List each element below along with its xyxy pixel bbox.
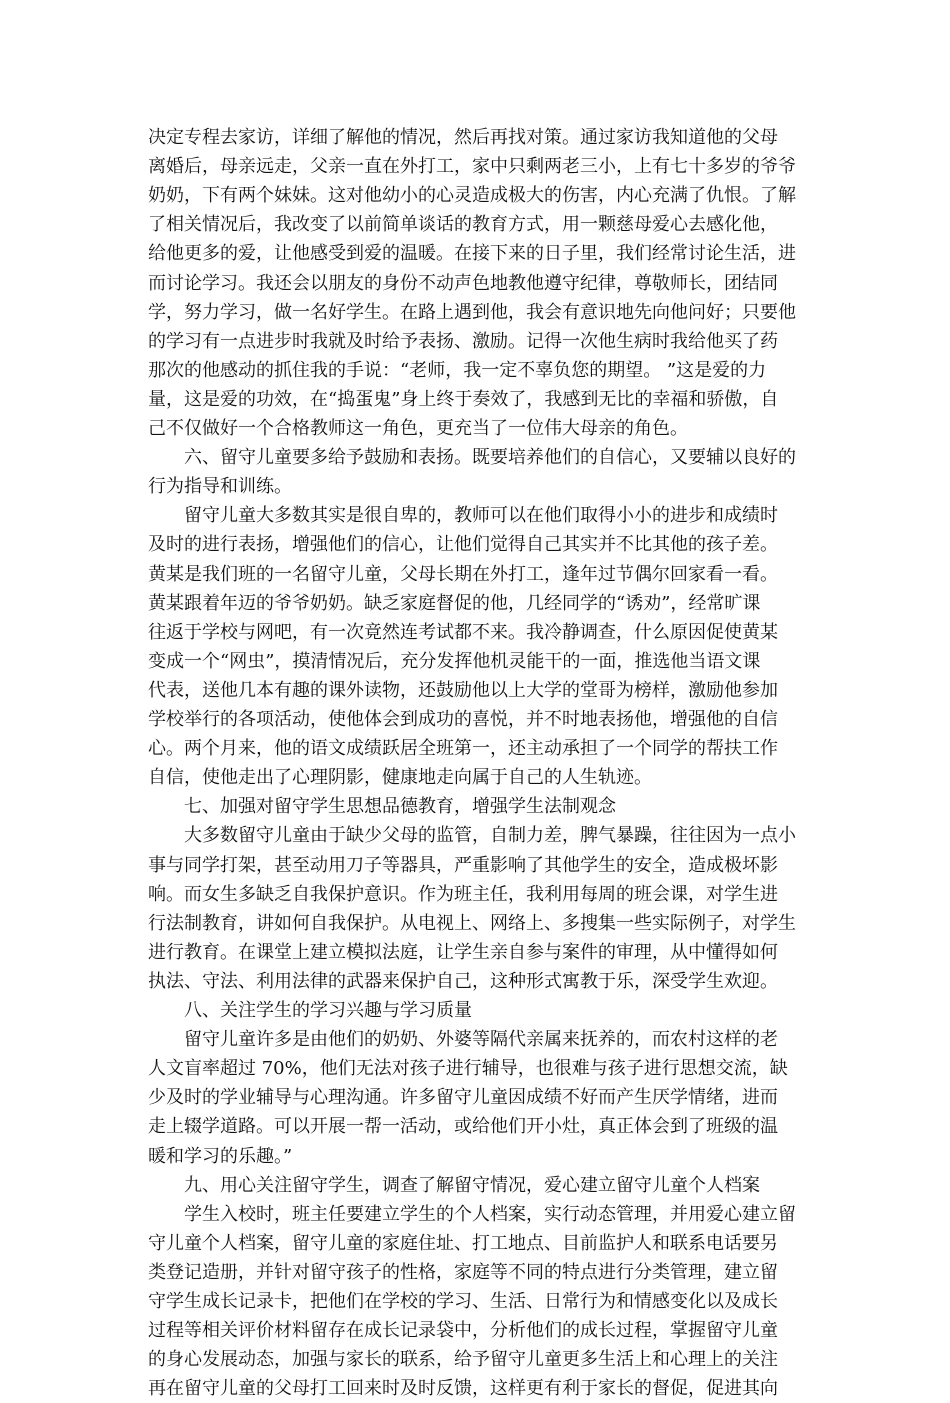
text-line: 再在留守儿童的父母打工回来时及时反馈，这样更有利于家长的督促，促进其向: [148, 1378, 778, 1400]
text-line: 九、用心关注留守学生，调查了解留守情况，爱心建立留守儿童个人档案: [148, 1174, 760, 1196]
text-line: 的学习有一点进步时我就及时给予表扬、激励。记得一次他生病时我给他买了药: [148, 330, 778, 352]
text-line: 黄某是我们班的一名留守儿童，父母长期在外打工，逢年过节偶尔回家看一看。: [148, 563, 778, 585]
text-line: 代表，送他几本有趣的课外读物，还鼓励他以上大学的堂哥为榜样，激励他参加: [148, 679, 778, 701]
text-line: 留守儿童大多数其实是很自卑的，教师可以在他们取得小小的进步和成绩时: [148, 505, 778, 527]
text-line: 响。而女生多缺乏自我保护意识。作为班主任，我利用每周的班会课，对学生进: [148, 883, 778, 905]
text-line: 八、关注学生的学习兴趣与学习质量: [148, 1000, 472, 1021]
text-line: 而讨论学习。我还会以朋友的身份不动声色地教他遵守纪律，尊敬师长，团结同: [148, 272, 778, 294]
text-line: 暖和学习的乐趣。”: [148, 1145, 293, 1167]
text-line: 事与同学打架，甚至动用刀子等器具，严重影响了其他学生的安全，造成极坏影: [148, 854, 778, 876]
text-line: 过程等相关评价材料留存在成长记录袋中，分析他们的成长过程，掌握留守儿童: [148, 1320, 778, 1342]
text-line: 奶奶，下有两个妹妹。这对他幼小的心灵造成极大的伤害，内心充满了仇恨。了解: [148, 185, 796, 207]
text-line: 守学生成长记录卡，把他们在学校的学习、生活、日常行为和情感变化以及成长: [148, 1291, 778, 1312]
text-line: 行法制教育，讲如何自我保护。从电视上、网络上、多搜集一些实际例子，对学生: [148, 912, 796, 934]
text-line: 及时的进行表扬，增强他们的信心，让他们觉得自己其实并不比其他的孩子差。: [148, 534, 778, 556]
text-line: 己不仅做好一个合格教师这一角色，更充当了一位伟大母亲的角色。: [148, 418, 688, 439]
text-line: 离婚后，母亲远走，父亲一直在外打工，家中只剩两老三小，上有七十多岁的爷爷: [148, 156, 796, 178]
text-line: 黄某跟着年迈的爷爷奶奶。缺乏家庭督促的他，几经同学的“诱劝”，经常旷课: [148, 592, 761, 614]
text-line: 变成一个“网虫”，摸清情况后，充分发挥他机灵能干的一面，推选他当语文课: [148, 650, 761, 672]
text-line: 进行教育。在课堂上建立模拟法庭，让学生亲自参与案件的审理，从中懂得如何: [148, 941, 778, 963]
text-line: 心。两个月来，他的语文成绩跃居全班第一，还主动承担了一个同学的帮扶工作: [148, 738, 778, 760]
text-line: 留守儿童许多是由他们的奶奶、外婆等隔代亲属来抚养的，而农村这样的老: [148, 1029, 778, 1051]
text-line: 类登记造册，并针对留守孩子的性格，家庭等不同的特点进行分类管理，建立留: [148, 1261, 778, 1283]
text-line: 大多数留守儿童由于缺少父母的监管，自制力差，脾气暴躁，往往因为一点小: [148, 825, 796, 847]
text-line: 守儿童个人档案，留守儿童的家庭住址、打工地点、目前监护人和联系电话要另: [148, 1232, 778, 1254]
text-line: 学生入校时，班主任要建立学生的个人档案，实行动态管理，并用爱心建立留: [148, 1203, 796, 1225]
text-line: 的身心发展动态，加强与家长的联系，给予留守儿童更多生活上和心理上的关注: [148, 1349, 778, 1371]
text-line: 量，这是爱的功效，在“捣蛋鬼”身上终于奏效了，我感到无比的幸福和骄傲，自: [148, 388, 779, 410]
text-line: 学校举行的各项活动，使他体会到成功的喜悦，并不时地表扬他，增强他的自信: [148, 709, 778, 730]
text-line: 执法、守法、利用法律的武器来保护自己，这种形式寓教于乐，深受学生欢迎。: [148, 970, 778, 992]
text-line: 自信，使他走出了心理阴影，健康地走向属于自己的人生轨迹。: [148, 767, 652, 789]
text-line: 六、留守儿童要多给予鼓励和表扬。既要培养他们的自信心，又要辅以良好的: [148, 447, 796, 469]
text-line: 少及时的学业辅导与心理沟通。许多留守儿童因成绩不好而产生厌学情绪，进而: [148, 1087, 778, 1109]
text-line: 了相关情况后，我改变了以前简单谈话的教育方式，用一颗慈母爱心去感化他，: [148, 214, 778, 236]
text-line: 给他更多的爱，让他感受到爱的温暖。在接下来的日子里，我们经常讨论生活，进: [148, 243, 796, 265]
text-line: 那次的他感动的抓住我的手说：“老师，我一定不辜负您的期望。 ”这是爱的力: [148, 359, 767, 381]
text-line: 学，努力学习，做一名好学生。在路上遇到他，我会有意识地先向他问好；只要他: [148, 301, 796, 323]
text-line: 七、加强对留守学生思想品德教育，增强学生法制观念: [148, 796, 616, 818]
text-line: 人文盲率超过 70%，他们无法对孩子进行辅导，也很难与孩子进行思想交流，缺: [148, 1058, 788, 1080]
text-line: 走上辍学道路。可以开展一帮一活动，或给他们开小灶，真正体会到了班级的温: [148, 1116, 778, 1138]
text-line: 决定专程去家访，详细了解他的情况，然后再找对策。通过家访我知道他的父母: [148, 127, 778, 148]
text-line: 行为指导和训练。: [148, 476, 292, 498]
text-line: 往返于学校与网吧，有一次竟然连考试都不来。我冷静调查，什么原因促使黄某: [148, 621, 778, 643]
